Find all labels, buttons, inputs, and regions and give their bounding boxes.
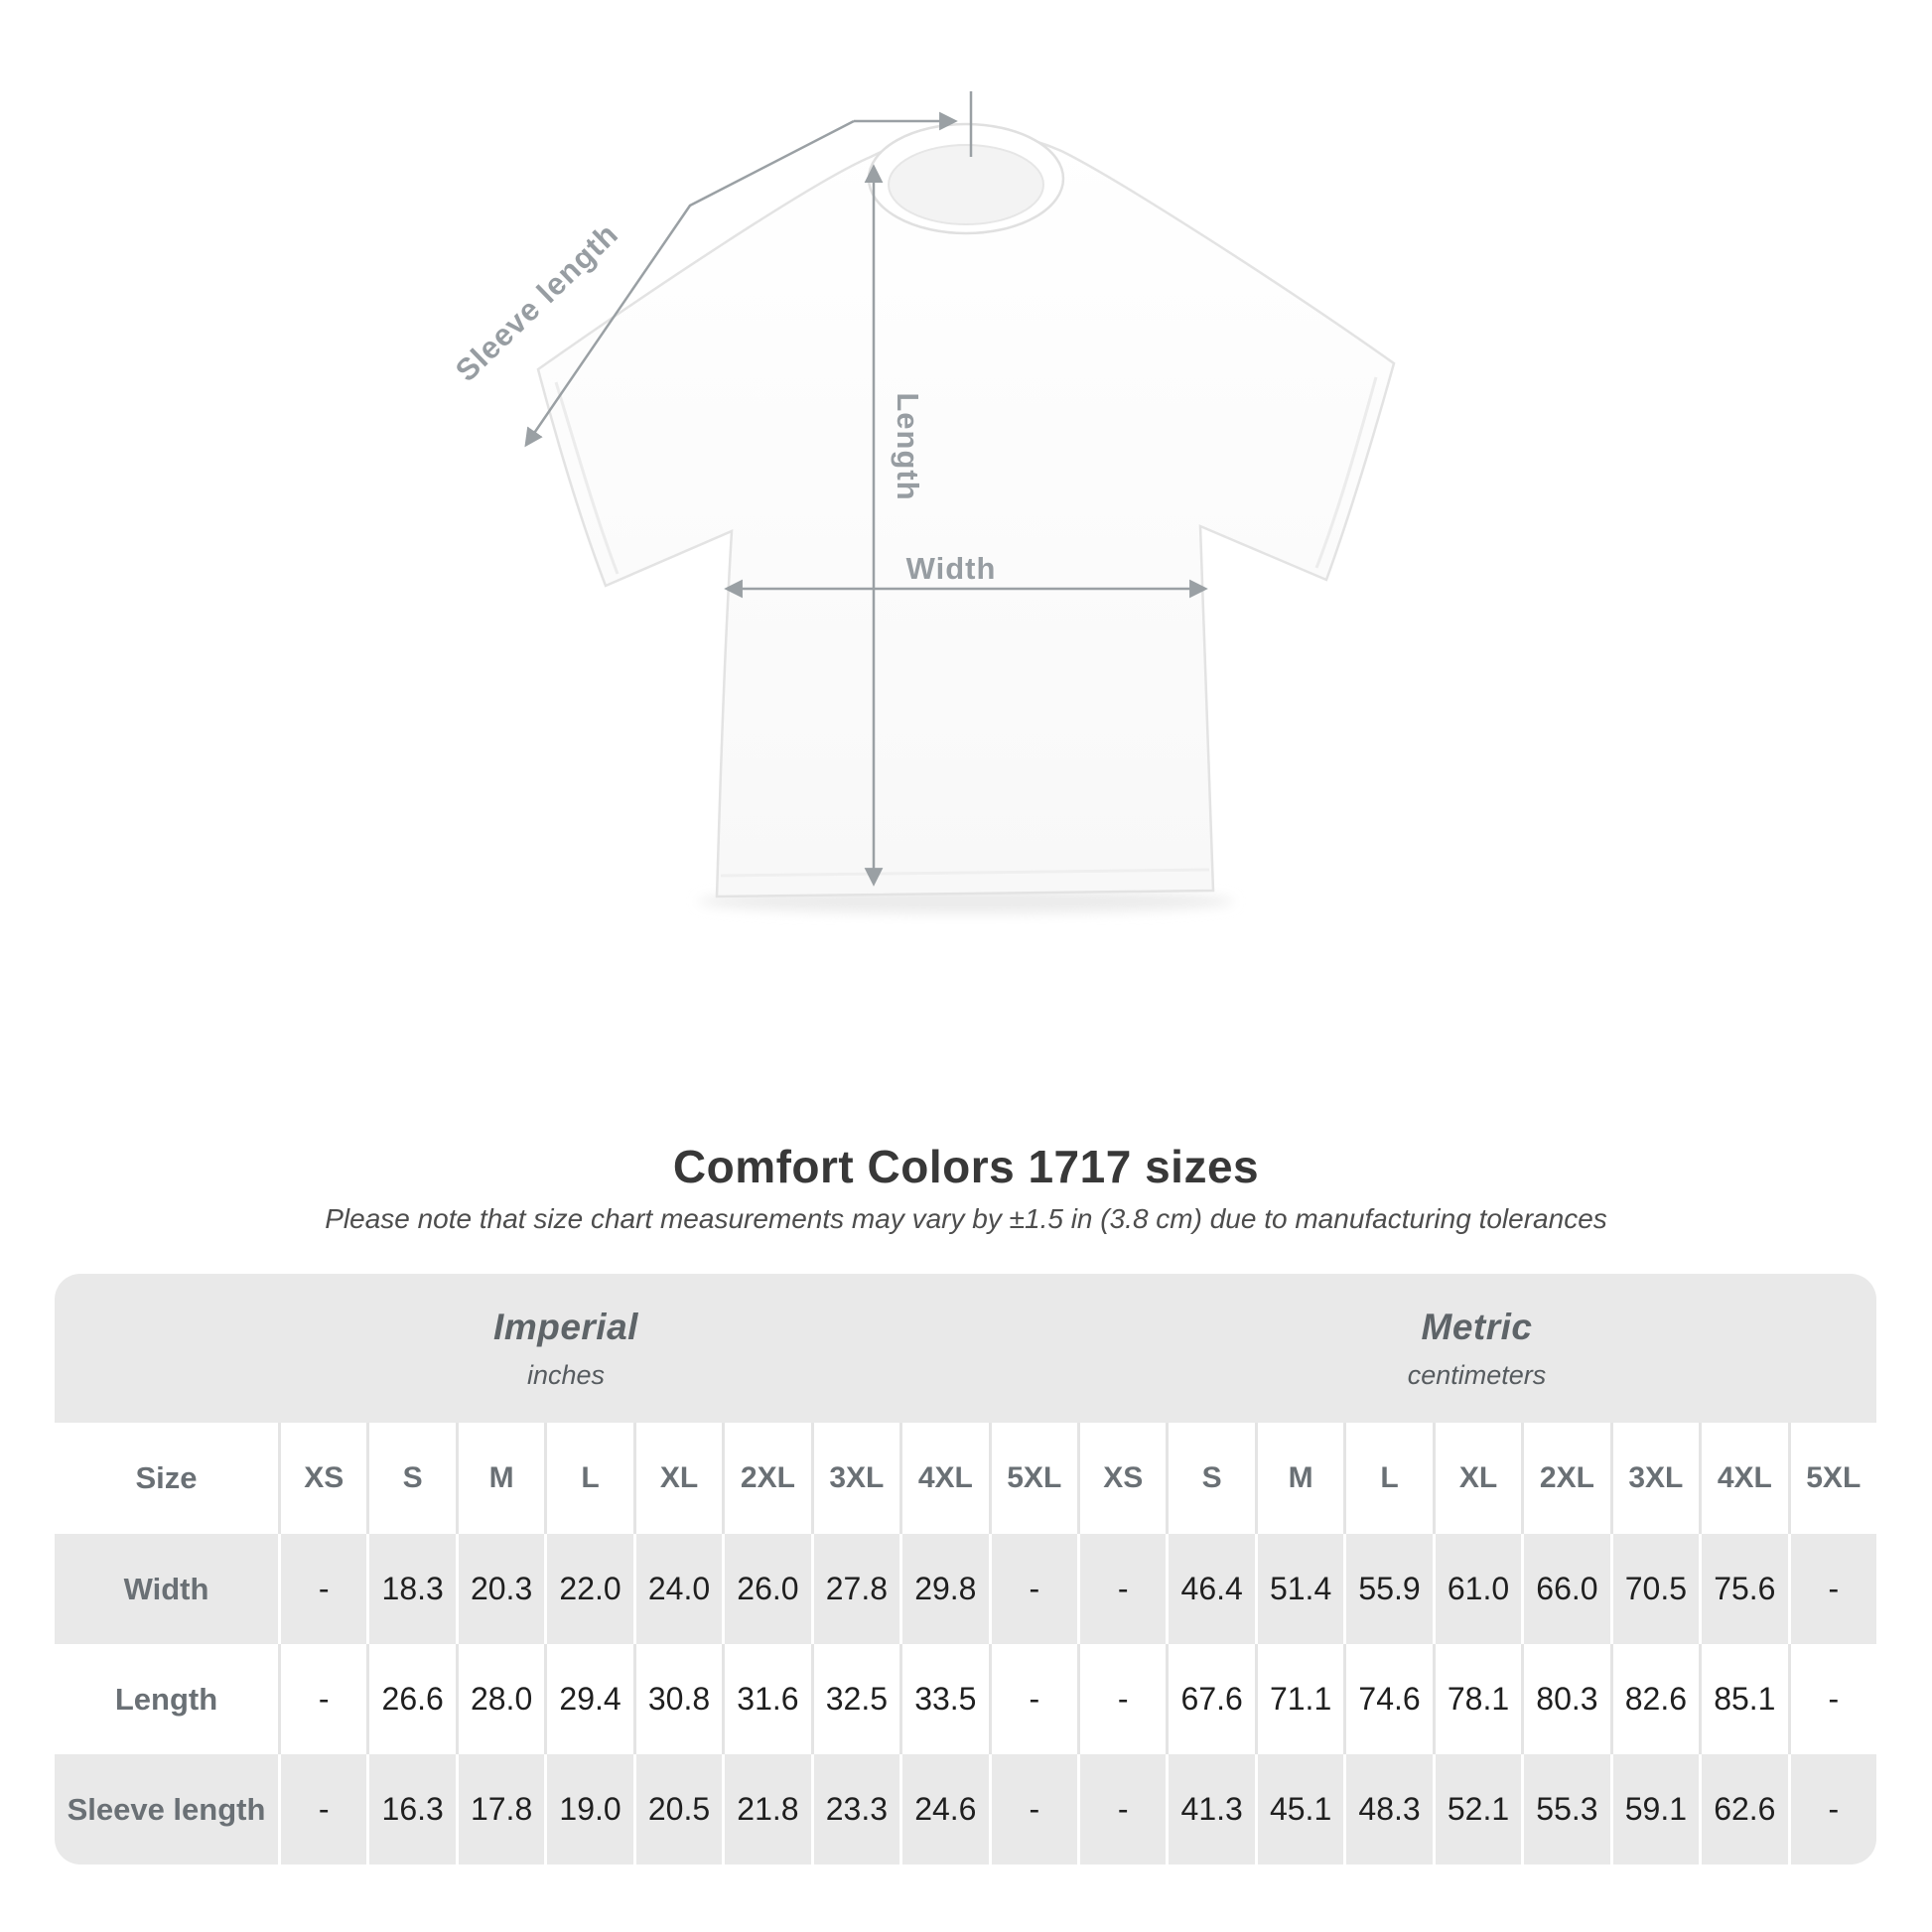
size-header-imperial: XL — [633, 1423, 722, 1534]
metric-label: Metric — [1421, 1306, 1533, 1347]
value-cell-imperial: 31.6 — [722, 1644, 810, 1754]
size-header-metric: 2XL — [1521, 1423, 1609, 1534]
row-label: Sleeve length — [67, 1791, 266, 1827]
value-cell-metric: 75.6 — [1699, 1534, 1787, 1644]
value-cell-metric: - — [1077, 1644, 1166, 1754]
size-header-imperial: XS — [278, 1423, 366, 1534]
value-cell-metric: 85.1 — [1699, 1644, 1787, 1754]
sleeve-length-label: Sleeve length — [448, 215, 625, 388]
value-cell-imperial: - — [989, 1534, 1077, 1644]
value-cell-metric: - — [1788, 1534, 1876, 1644]
value-cell-metric: 62.6 — [1699, 1754, 1787, 1864]
size-header-metric: L — [1343, 1423, 1432, 1534]
value-cell-imperial: 20.3 — [456, 1534, 544, 1644]
metric-unit-label: centimeters — [1407, 1359, 1547, 1390]
value-cell-imperial: - — [278, 1534, 366, 1644]
length-label: Length — [891, 392, 925, 501]
size-header-imperial: 5XL — [989, 1423, 1077, 1534]
size-header-metric: 3XL — [1610, 1423, 1699, 1534]
value-cell-imperial: 20.5 — [633, 1754, 722, 1864]
value-cell-imperial: 19.0 — [544, 1754, 632, 1864]
value-cell-metric: 46.4 — [1166, 1534, 1254, 1644]
size-header-metric: M — [1255, 1423, 1343, 1534]
size-header-metric: XL — [1433, 1423, 1521, 1534]
value-cell-metric: 66.0 — [1521, 1534, 1609, 1644]
value-cell-metric: 48.3 — [1343, 1754, 1432, 1864]
value-cell-metric: 80.3 — [1521, 1644, 1609, 1754]
value-cell-metric: 71.1 — [1255, 1644, 1343, 1754]
value-cell-imperial: 27.8 — [811, 1534, 899, 1644]
value-cell-metric: 52.1 — [1433, 1754, 1521, 1864]
value-cell-imperial: 21.8 — [722, 1754, 810, 1864]
row-label: Length — [114, 1681, 218, 1717]
value-cell-imperial: 22.0 — [544, 1534, 632, 1644]
value-cell-imperial: 32.5 — [811, 1644, 899, 1754]
size-header-imperial: M — [456, 1423, 544, 1534]
value-cell-imperial: 16.3 — [366, 1754, 455, 1864]
size-column-header: Size — [135, 1460, 198, 1495]
value-cell-metric: 55.9 — [1343, 1534, 1432, 1644]
measurement-row-width — [55, 1534, 1876, 1644]
collar-opening — [889, 145, 1043, 224]
value-cell-imperial: 26.6 — [366, 1644, 455, 1754]
value-cell-imperial: 26.0 — [722, 1534, 810, 1644]
value-cell-metric: 59.1 — [1610, 1754, 1699, 1864]
size-header-imperial: 4XL — [899, 1423, 988, 1534]
value-cell-imperial: 29.8 — [899, 1534, 988, 1644]
value-cell-metric: - — [1788, 1644, 1876, 1754]
size-header-imperial: L — [544, 1423, 632, 1534]
value-cell-imperial: 17.8 — [456, 1754, 544, 1864]
size-header-metric: XS — [1077, 1423, 1166, 1534]
value-cell-metric: - — [1077, 1534, 1166, 1644]
page-title: Comfort Colors 1717 sizes — [672, 1141, 1260, 1192]
tolerance-note: Please note that size chart measurements may vary by ±1.5 in (3.8 cm) due to manufacturing tolerances — [325, 1203, 1607, 1234]
size-grid — [55, 1423, 1876, 1864]
imperial-group-header — [55, 1274, 1077, 1423]
value-cell-imperial: 23.3 — [811, 1754, 899, 1864]
size-header-imperial: 2XL — [722, 1423, 810, 1534]
value-cell-imperial: 33.5 — [899, 1644, 988, 1754]
value-cell-imperial: - — [278, 1644, 366, 1754]
value-cell-metric: 74.6 — [1343, 1644, 1432, 1754]
unit-group-band — [55, 1274, 1876, 1423]
size-header-metric: 5XL — [1788, 1423, 1876, 1534]
measurement-row-sleeve-length — [55, 1754, 1876, 1864]
value-cell-imperial: 24.6 — [899, 1754, 988, 1864]
value-cell-metric: - — [1788, 1754, 1876, 1864]
value-cell-metric: 45.1 — [1255, 1754, 1343, 1864]
tshirt-measurement-diagram — [0, 0, 1932, 953]
value-cell-metric: 67.6 — [1166, 1644, 1254, 1754]
value-cell-metric: 41.3 — [1166, 1754, 1254, 1864]
value-cell-metric: 55.3 — [1521, 1754, 1609, 1864]
value-cell-metric: 78.1 — [1433, 1644, 1521, 1754]
imperial-unit-label: inches — [526, 1359, 606, 1390]
value-cell-imperial: 29.4 — [544, 1644, 632, 1754]
table-header-row — [55, 1423, 1876, 1534]
value-cell-metric: 82.6 — [1610, 1644, 1699, 1754]
measurement-row-length — [55, 1644, 1876, 1754]
width-label: Width — [905, 551, 997, 586]
value-cell-imperial: 24.0 — [633, 1534, 722, 1644]
value-cell-metric: 51.4 — [1255, 1534, 1343, 1644]
value-cell-imperial: 30.8 — [633, 1644, 722, 1754]
value-cell-imperial: 18.3 — [366, 1534, 455, 1644]
size-header-metric: S — [1166, 1423, 1254, 1534]
value-cell-metric: 70.5 — [1610, 1534, 1699, 1644]
tshirt-outline — [538, 131, 1394, 897]
size-header-imperial: S — [366, 1423, 455, 1534]
value-cell-imperial: - — [278, 1754, 366, 1864]
row-label: Width — [123, 1571, 209, 1606]
size-header-imperial: 3XL — [811, 1423, 899, 1534]
metric-group-header — [1077, 1274, 1876, 1423]
size-table — [55, 1274, 1876, 1864]
value-cell-metric: - — [1077, 1754, 1166, 1864]
value-cell-imperial: - — [989, 1644, 1077, 1754]
value-cell-imperial: 28.0 — [456, 1644, 544, 1754]
size-header-metric: 4XL — [1699, 1423, 1787, 1534]
value-cell-metric: 61.0 — [1433, 1534, 1521, 1644]
value-cell-imperial: - — [989, 1754, 1077, 1864]
imperial-label: Imperial — [493, 1306, 638, 1347]
